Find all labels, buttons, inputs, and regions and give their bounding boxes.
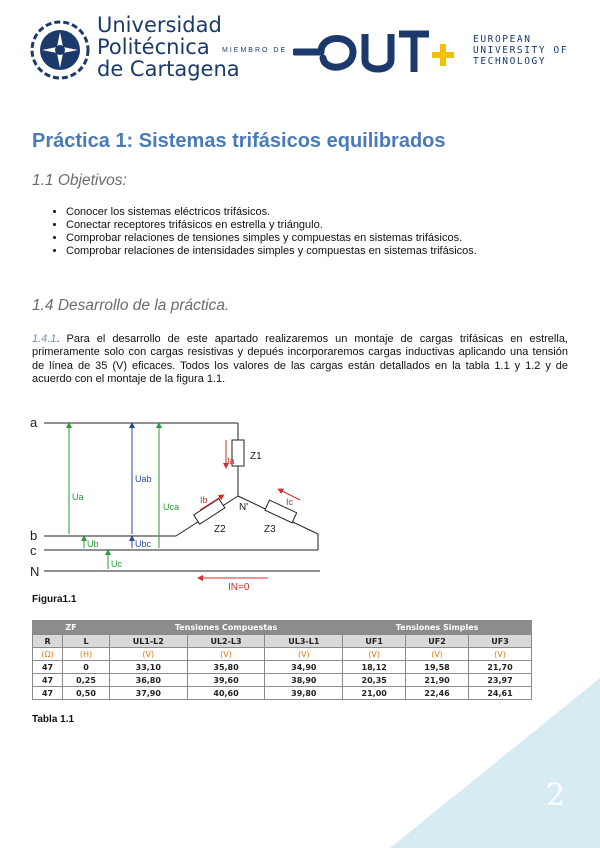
label-ubc: Ubc bbox=[135, 539, 152, 549]
label-uab: Uab bbox=[135, 474, 152, 484]
label-z3: Z3 bbox=[264, 524, 276, 535]
label-z2: Z2 bbox=[214, 524, 226, 535]
label-c: c bbox=[30, 543, 37, 558]
column-header: UL3-L1 bbox=[265, 635, 343, 648]
development-heading: 1.4 Desarrollo de la práctica. bbox=[32, 297, 230, 314]
corner-decoration bbox=[390, 678, 600, 848]
table-caption: Tabla 1.1 bbox=[32, 714, 75, 725]
column-header: UF2 bbox=[406, 635, 469, 648]
label-in: IN=0 bbox=[228, 582, 250, 593]
unit-cell: (V) bbox=[109, 648, 187, 661]
eut-name: EUROPEAN UNIVERSITY OF TECHNOLOGY bbox=[473, 34, 569, 67]
label-ib: Ib bbox=[200, 495, 208, 505]
list-item: • Conectar receptores trifásicos en estrella y triángulo. bbox=[66, 219, 586, 232]
column-header: R bbox=[33, 635, 63, 648]
unit-cell: (V) bbox=[469, 648, 532, 661]
figure-caption: Figura1.1 bbox=[32, 594, 77, 605]
unit-cell: (V) bbox=[265, 648, 343, 661]
paragraph-number: 1.4.1 bbox=[32, 333, 57, 345]
label-uca: Uca bbox=[163, 502, 180, 512]
list-item: • Comprobar relaciones de tensiones simples y compuestas en sistemas trifásicos. bbox=[66, 232, 586, 245]
column-header: UL1-L2 bbox=[109, 635, 187, 648]
label-ic: Ic bbox=[286, 497, 294, 507]
label-uc: Uc bbox=[111, 559, 122, 569]
page-title: Práctica 1: Sistemas trifásicos equilibrados bbox=[32, 130, 446, 152]
unit-cell: (Ω) bbox=[33, 648, 63, 661]
member-label: MIEMBRO DE bbox=[222, 47, 288, 54]
eut-logo-icon bbox=[293, 22, 463, 78]
unit-cell: (V) bbox=[343, 648, 406, 661]
impedance-z2 bbox=[194, 499, 225, 525]
label-n: N bbox=[30, 564, 40, 579]
label-ia: Ia bbox=[227, 456, 235, 466]
column-header: UF1 bbox=[343, 635, 406, 648]
unit-cell: (H) bbox=[63, 648, 110, 661]
label-a: a bbox=[30, 415, 38, 430]
list-item: • Conocer los sistemas eléctricos trifásicos. bbox=[66, 206, 586, 219]
paragraph-text: . Para el desarrollo de este apartado realizaremos un montaje de cargas trifásicas en estrella, primeramente solo con cargas resistivas y depués incorporaremos cargas inductivas aplicando una tensión de línea de 35 (V) eficaces. Todos los valores de las cargas están detallados en la tabla 1.1 y 1.2 y de acuerdo con el montaje de la figura 1.1. bbox=[32, 333, 568, 385]
circuit-diagram bbox=[28, 410, 348, 596]
label-ub: Ub bbox=[87, 539, 99, 549]
table-row: 47 0 33,10 35,80 34,90 18,12 19,58 21,70 bbox=[33, 661, 532, 674]
table-row: 47 0,50 37,90 40,60 39,80 21,00 22,46 24,61 bbox=[33, 687, 532, 700]
objectives-list bbox=[48, 206, 586, 258]
group-header: Tensiones Compuestas bbox=[109, 621, 342, 635]
unit-cell: (V) bbox=[187, 648, 265, 661]
page-number: 2 bbox=[546, 778, 566, 813]
list-item: • Comprobar relaciones de intensidades simples y compuestas en sistemas trifásicos. bbox=[66, 245, 586, 258]
development-paragraph bbox=[32, 333, 568, 386]
group-header: Tensiones Simples bbox=[343, 621, 532, 635]
label-n-prime: N' bbox=[239, 502, 249, 513]
label-z1: Z1 bbox=[250, 451, 262, 462]
page-header bbox=[0, 0, 600, 90]
label-b: b bbox=[30, 528, 38, 543]
column-header: UF3 bbox=[469, 635, 532, 648]
objectives-heading: 1.1 Objetivos: bbox=[32, 172, 127, 189]
column-header: UL2-L3 bbox=[187, 635, 265, 648]
table-row: 47 0,25 36,80 39,60 38,90 20,35 21,90 23,97 bbox=[33, 674, 532, 687]
label-ua: Ua bbox=[72, 492, 84, 502]
university-name: Universidad Politécnica de Cartagena bbox=[97, 13, 240, 81]
upct-logo-icon bbox=[30, 20, 90, 80]
column-header: L bbox=[63, 635, 110, 648]
group-header: ZF bbox=[33, 621, 110, 635]
unit-cell: (V) bbox=[406, 648, 469, 661]
